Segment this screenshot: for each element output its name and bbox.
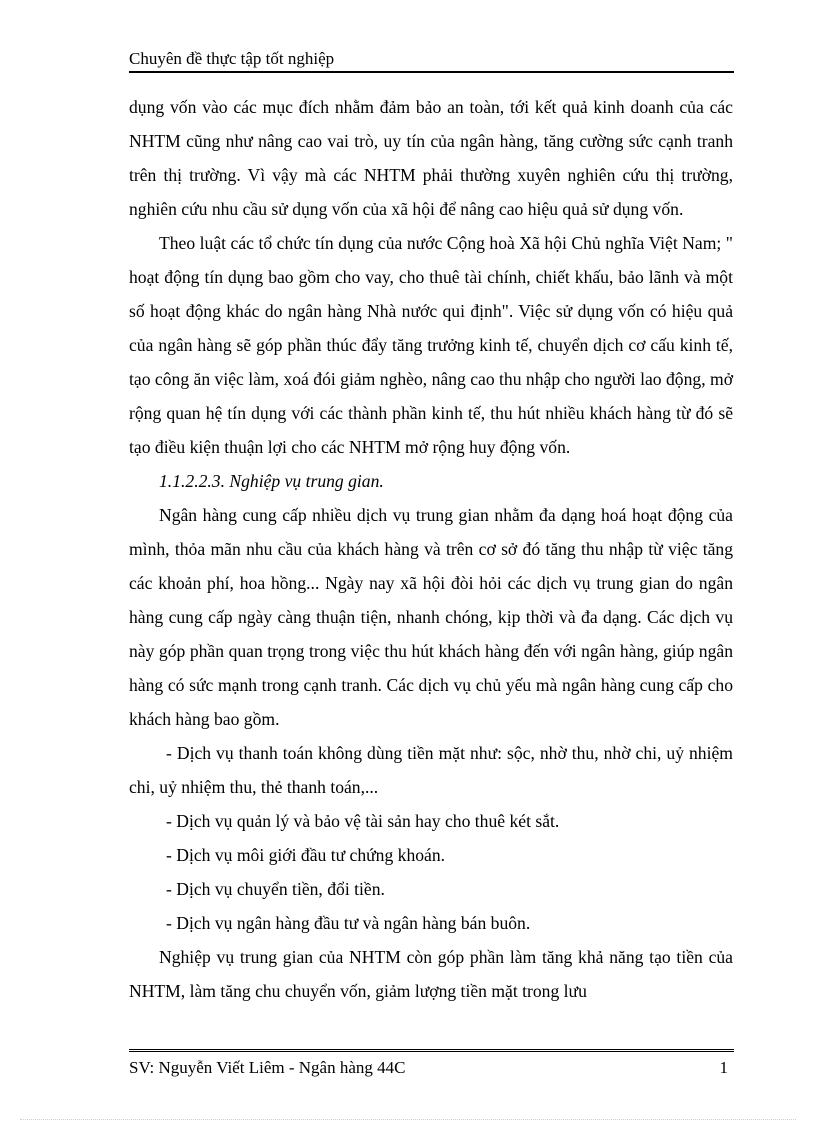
paragraph-closing: Nghiệp vụ trung gian của NHTM còn góp phần làm tăng khả năng tạo tiền của NHTM, làm tăng chu chuyển vốn, giảm lượng tiền mặt trong lưu xyxy=(129,947,733,1001)
paragraph-intermediary-services: Ngân hàng cung cấp nhiều dịch vụ trung gian nhằm đa dạng hoá hoạt động của mình, thỏa mãn nhu cầu của khách hàng và trên cơ sở đó tăng thu nhập từ việc tăng các khoản phí, hoa hồng... Ngày nay xã hội đòi hỏi các dịch vụ trung gian do ngân hàng cung cấp ngày càng thuận tiện, nhanh chóng, kịp thời và đa dạng. Các dịch vụ này góp phần quan trọng trong việc thu hút khách hàng đến với ngân hàng, giúp ngân hàng có sức mạnh trong cạnh tranh. Các dịch vụ chủ yếu mà ngân hàng cung cấp cho khách hàng bao gồm. xyxy=(129,505,733,729)
page-bottom-divider xyxy=(20,1119,796,1120)
footer-author: SV: Nguyễn Viết Liêm - Ngân hàng 44C xyxy=(129,1058,406,1077)
page-footer xyxy=(129,1049,734,1079)
document-body xyxy=(129,90,733,1008)
section-heading: 1.1.2.2.3. Nghiệp vụ trung gian. xyxy=(159,471,384,491)
list-item: - Dịch vụ ngân hàng đầu tư và ngân hàng bán buôn. xyxy=(166,913,531,933)
page-number: 1 xyxy=(719,1058,728,1077)
page-header xyxy=(129,48,734,73)
paragraph-credit-law: Theo luật các tổ chức tín dụng của nước Cộng hoà Xã hội Chủ nghĩa Việt Nam; " hoạt động tín dụng bao gồm cho vay, cho thuê tài chính, chiết khấu, bảo lãnh và một số hoạt động khác do ngân hàng Nhà nước qui định". Việc sử dụng vốn có hiệu quả của ngân hàng sẽ góp phần thúc đẩy tăng trưởng kinh tế, chuyển dịch cơ cấu kinh tế, tạo công ăn việc làm, xoá đói giảm nghèo, nâng cao thu nhập cho người lao động, mở rộng quan hệ tín dụng với các thành phần kinh tế, thu hút nhiều khách hàng từ đó sẽ tạo điều kiện thuận lợi cho các NHTM mở rộng huy động vốn. xyxy=(129,233,733,457)
list-item: - Dịch vụ thanh toán không dùng tiền mặt như: sộc, nhờ thu, nhờ chi, uỷ nhiệm chi, uỷ nhiệm thu, thẻ thanh toán,... xyxy=(129,743,733,797)
document-title: Chuyên đề thực tập tốt nghiệp xyxy=(129,49,335,68)
list-item: - Dịch vụ môi giới đầu tư chứng khoán. xyxy=(166,845,446,865)
paragraph-continuation: dụng vốn vào các mục đích nhằm đảm bảo an toàn, tới kết quả kinh doanh của các NHTM cũng như nâng cao vai trò, uy tín của ngân hàng, tăng cường sức cạnh tranh trên thị trường. Vì vậy mà các NHTM phải thường xuyên nghiên cứu thị trường, nghiên cứu nhu cầu sử dụng vốn của xã hội để nâng cao hiệu quả sử dụng vốn. xyxy=(129,97,733,219)
list-item: - Dịch vụ chuyển tiền, đổi tiền. xyxy=(166,879,385,899)
list-item: - Dịch vụ quản lý và bảo vệ tài sản hay cho thuê két sắt. xyxy=(166,811,560,831)
